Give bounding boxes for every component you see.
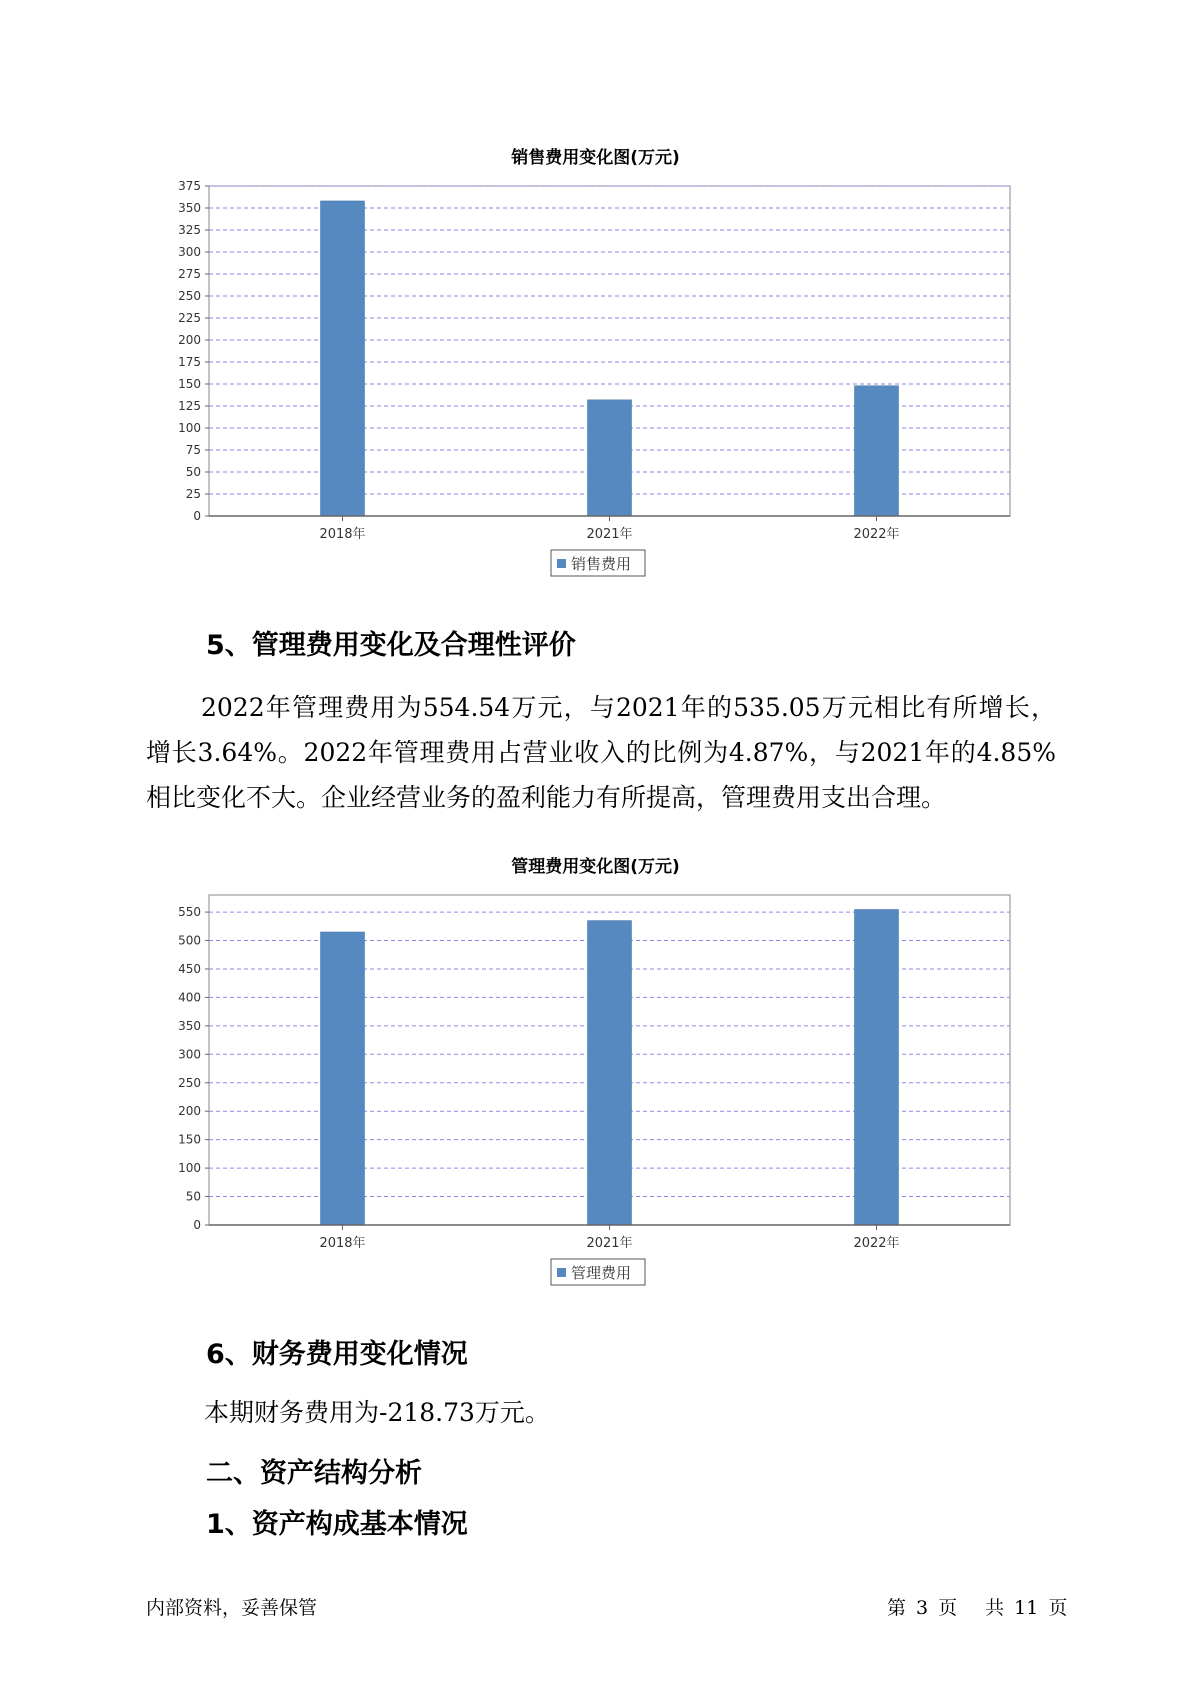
chart-1-title: 销售费用变化图(万元) (511, 148, 680, 168)
section-two-heading: 二、资产结构分析 (206, 1458, 422, 1489)
section-6-text: 本期财务费用为-218.73万元。 (204, 1398, 550, 1427)
x-tick-label: 2021年 (586, 527, 633, 542)
bar (321, 932, 365, 1225)
y-tick-label: 75 (185, 443, 201, 457)
footer-confidential: 内部资料，妥善保管 (146, 1597, 318, 1619)
legend-label: 管理费用 (571, 1264, 632, 1282)
page-label: 页 (938, 1597, 958, 1619)
total-label: 页 (1048, 1597, 1068, 1619)
y-tick-label: 450 (178, 961, 201, 976)
legend-swatch (557, 559, 566, 568)
bar (588, 921, 632, 1225)
y-tick-label: 150 (178, 377, 201, 391)
y-tick-label: 50 (185, 1189, 201, 1204)
section-5-heading: 5、管理费用变化及合理性评价 (206, 630, 576, 661)
footer-page-number (887, 1593, 1077, 1620)
y-tick-label: 0 (193, 1218, 201, 1232)
y-tick-label: 50 (185, 465, 201, 479)
page-label: 第 (887, 1597, 907, 1619)
total-pages: 11 (1014, 1597, 1039, 1619)
x-tick-label: 2022年 (853, 527, 900, 542)
sales-expense-chart (0, 160, 1191, 600)
section-6-heading: 6、财务费用变化情况 (206, 1339, 468, 1370)
y-tick-label: 300 (178, 1047, 201, 1062)
y-tick-label: 250 (178, 1075, 201, 1090)
y-tick-label: 150 (178, 1132, 201, 1147)
x-tick-label: 2022年 (853, 1236, 900, 1251)
paragraph-line: 2022年管理费用为554.54万元，与2021年的535.05万元相比有所增长， (201, 693, 1056, 722)
y-tick-label: 400 (178, 990, 201, 1005)
admin-expense-chart (0, 870, 1191, 1310)
paragraph-line: 增长3.64%。2022年管理费用占营业收入的比例为4.87%，与2021年的4.85% (146, 738, 1056, 767)
y-tick-label: 100 (178, 1161, 201, 1176)
section-5-paragraph (146, 685, 1056, 820)
y-tick-label: 375 (178, 179, 201, 193)
y-tick-label: 325 (178, 223, 201, 237)
legend-label: 销售费用 (571, 555, 632, 573)
y-tick-label: 175 (178, 355, 201, 369)
y-tick-label: 550 (178, 905, 201, 920)
y-tick-label: 0 (193, 509, 201, 523)
y-tick-label: 350 (178, 201, 201, 215)
y-tick-label: 25 (185, 487, 201, 501)
bar (588, 400, 632, 516)
y-tick-label: 250 (178, 289, 201, 303)
paragraph-line: 相比变化不大。企业经营业务的盈利能力有所提高，管理费用支出合理。 (146, 783, 947, 812)
x-tick-label: 2018年 (319, 527, 366, 542)
x-tick-label: 2018年 (319, 1236, 366, 1251)
section-two-subheading: 1、资产构成基本情况 (206, 1509, 468, 1540)
y-tick-label: 100 (178, 421, 201, 435)
total-label: 共 (985, 1597, 1005, 1619)
page-number: 3 (916, 1597, 929, 1619)
bar (321, 201, 365, 516)
chart-2-title: 管理费用变化图(万元) (511, 857, 680, 877)
bar (855, 909, 899, 1225)
y-tick-label: 225 (178, 311, 201, 325)
y-tick-label: 300 (178, 245, 201, 259)
legend-swatch (557, 1268, 566, 1277)
y-tick-label: 350 (178, 1018, 201, 1033)
y-tick-label: 200 (178, 1104, 201, 1119)
y-tick-label: 200 (178, 333, 201, 347)
y-tick-label: 125 (178, 399, 201, 413)
x-tick-label: 2021年 (586, 1236, 633, 1251)
bar (855, 386, 899, 516)
y-tick-label: 500 (178, 933, 201, 948)
y-tick-label: 275 (178, 267, 201, 281)
